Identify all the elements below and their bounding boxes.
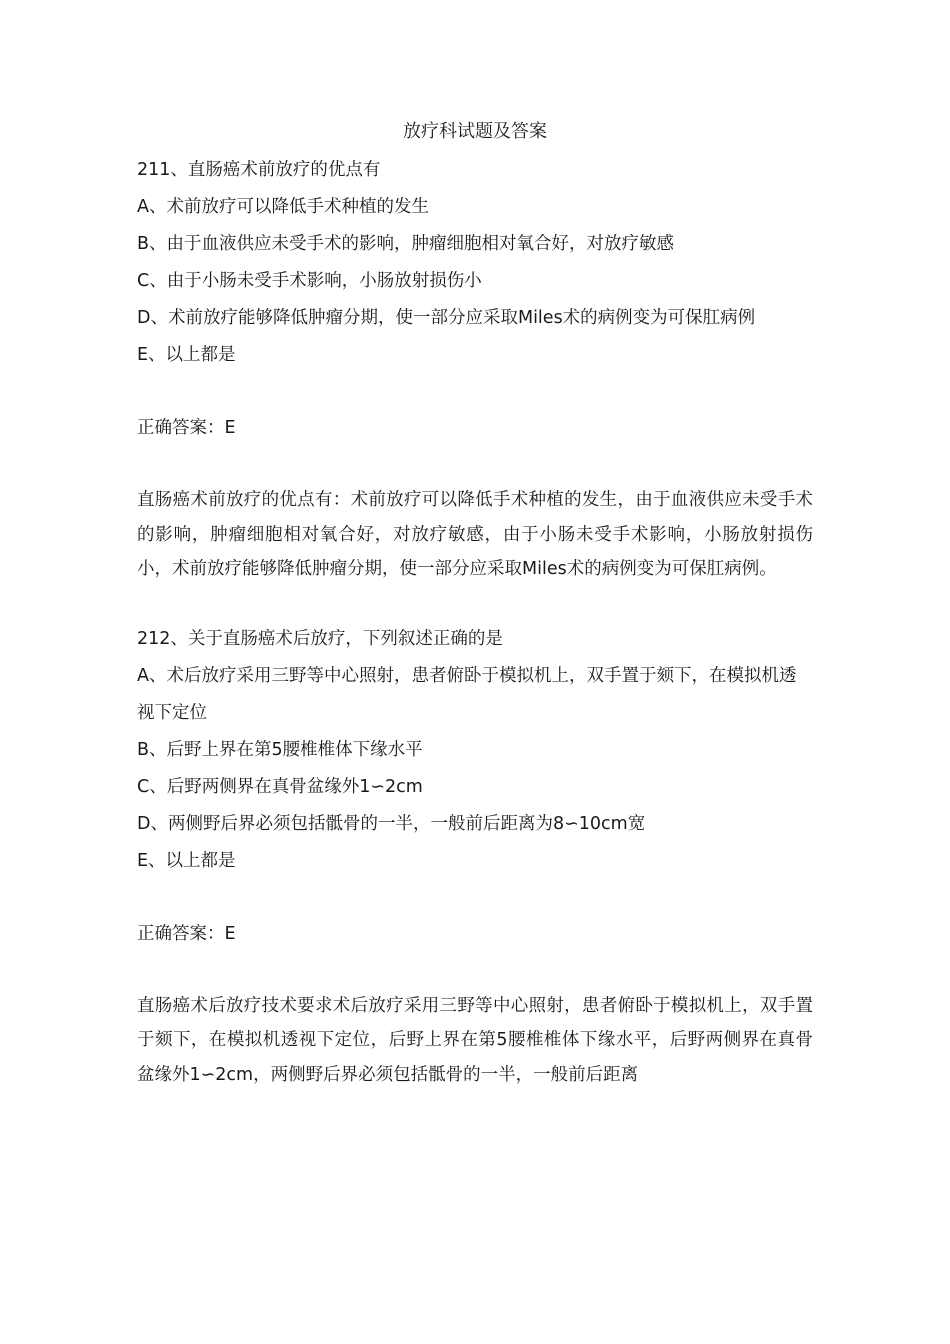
question-212-option-b: B、后野上界在第5腰椎椎体下缘水平 xyxy=(137,739,423,760)
question-212-option-a: A、术后放疗采用三野等中心照射，患者俯卧于模拟机上，双手置于颏下，在模拟机透视下定位 xyxy=(137,665,797,723)
question-211-option-b: B、由于血液供应未受手术的影响，肿瘤细胞相对氧合好，对放疗敏感 xyxy=(137,234,675,254)
document-title: 放疗科试题及答案 xyxy=(403,121,547,142)
question-212-option-e: E、以上都是 xyxy=(137,850,236,871)
question-212-answer: 正确答案：E xyxy=(137,923,236,944)
question-212-option-d: D、两侧野后界必须包括骶骨的一半，一般前后距离为8∽10cm宽 xyxy=(137,813,646,834)
question-212-option-c: C、后野两侧界在真骨盆缘外1∽2cm xyxy=(137,776,423,797)
question-212-explanation: 直肠癌术后放疗技术要求术后放疗采用三野等中心照射，患者俯卧于模拟机上，双手置于颏下，在模拟机透视下定位，后野上界在第5腰椎椎体下缘水平，后野两侧界在真骨盆缘外1∽2cm，两侧野后界必须包括骶骨的一半，一般前后距离 xyxy=(137,995,813,1085)
question-211-answer: 正确答案：E xyxy=(137,418,236,438)
document-body xyxy=(137,152,813,1092)
question-211-option-e: E、以上都是 xyxy=(137,345,236,365)
question-211-stem: 211、直肠癌术前放疗的优点有 xyxy=(137,160,381,180)
question-211-explanation: 直肠癌术前放疗的优点有：术前放疗可以降低手术种植的发生，由于血液供应未受手术的影响，肿瘤细胞相对氧合好，对放疗敏感，由于小肠未受手术影响，小肠放射损伤小，术前放疗能够降低肿瘤分期，使一部分应采取Miles术的病例变为可保肛病例。 xyxy=(137,490,813,579)
question-211-option-c: C、由于小肠未受手术影响，小肠放射损伤小 xyxy=(137,271,482,291)
question-211-option-d: D、术前放疗能够降低肿瘤分期，使一部分应采取Miles术的病例变为可保肛病例 xyxy=(137,308,756,328)
question-211-option-a: A、术前放疗可以降低手术种植的发生 xyxy=(137,197,429,217)
question-212-stem: 212、关于直肠癌术后放疗，下列叙述正确的是 xyxy=(137,628,503,649)
